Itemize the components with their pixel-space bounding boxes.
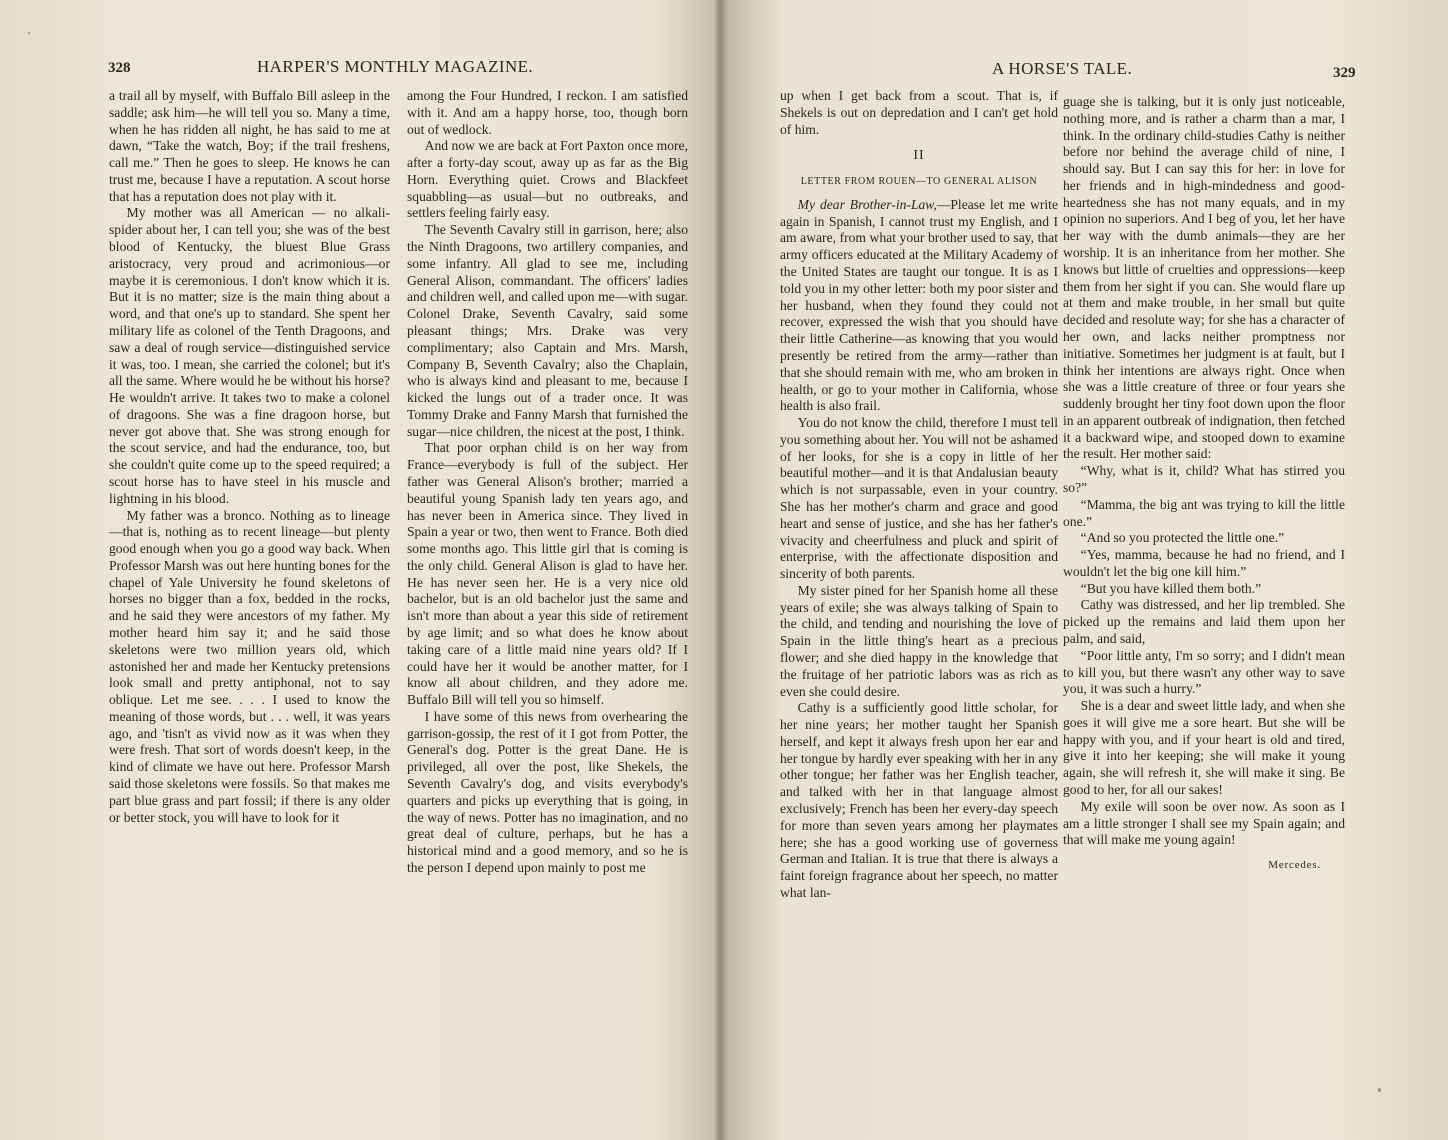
section-number: II	[913, 148, 925, 164]
left-page	[0, 0, 710, 1140]
text-column-2	[1063, 94, 1345, 874]
paragraph	[780, 197, 1058, 415]
paragraph: My exile will soon be over now. As soon as I am a little stronger I shall see my Spain again; and that will make me young again!	[1063, 798, 1345, 848]
paragraph: My father was a bronco. Nothing as to lineage—that is, nothing as to recent lineage—but plenty good enough when you go a good way back. When Professor Marsh was out here hunting bones for the chapel of Yale University he found skeletons of horses no bigger than a fox, bedded in the rocks, and he said they were ancestors of my father. My mother heard him say it; and he said those skeletons were two million years old, which astonished her and made her Kentucky pretensions look small and pretty antiphonal, not to say oblique. Let me see. . . . I used to know the meaning of those words, but . . . well, it was years ago, and 'tisn't as vivid now as it was when they were fresh. That sort of words doesn't keep, in the kind of climate we have out here. Professor Marsh said those skeletons were fossils. So that makes me part blue grass and part fossil; if there is any older or better stock, you will have to look for it	[109, 507, 390, 825]
running-head: A HORSE'S TALE.	[992, 59, 1133, 78]
paper-speck	[1378, 1088, 1381, 1092]
paragraph: Cathy is a sufficiently good little scholar, for her nine years; her mother taught her Spanish herself, and kept it always fresh upon her ear and her tongue by hardly ever speaking with her in any other tongue; her father was her English teacher, and talked with her in that language almost exclusively; French has been her every-day speech for more than seven years among her playmates here; she has a good working use of governess German and Italian. It is true that there is always a faint foreign fragrance about her speech, no matter what lan-	[780, 700, 1058, 900]
paragraph: a trail all by myself, with Buffalo Bill asleep in the saddle; ask him—he will tell you so. Many a time, when he has ridden all night, he has said to me at dawn, “Take the watch, Boy; if the trail freshens, call me.” Then he goes to sleep. He knows he can trust me, because I have a reputation. A scout horse that has a reputation does not play with it.	[109, 88, 390, 204]
paragraph: The Seventh Cavalry still in garrison, here; also the Ninth Dragoons, two artillery companies, and some infantry. All glad to see me, including General Alison, commandant. The officers' ladies and children well, and called upon me—with sugar. Colonel Drake, Seventh Cavalry, said some pleasant things; Mrs. Drake was very complimentary; also Captain and Mrs. Marsh, Company B, Seventh Cavalry; also the Chaplain, who is always kind and pleasant to me, because I kicked the lungs out of a trader once. It was Tommy Drake and Fanny Marsh that furnished the sugar—nice children, the nicest at the post, I think.	[407, 222, 688, 439]
right-page	[736, 0, 1448, 1140]
paragraph: guage she is talking, but it is only just noticeable, nothing more, and is rather a charm than a mar, I think. In the ordinary child-studies Cathy is neither before nor behind the average child of nine, I should say. But I can say this for her: in love for her friends and in high-mindedness and good-heartedness she has not many equals, and in my opinion no superiors. And I beg of you, let her have her way with the dumb animals—they are her worship. It is an inheritance from her mother. She knows but little of cruelties and oppressions—keep them from her sight if you can. She would flare up at them and make trouble, in her small but quite decided and resolute way; for she has a character of her own, and lacks neither promptness nor initiative. Sometimes her judgment is at fault, but I think her intentions are always right. Once when she was a little creature of three or four years she suddenly brought her tiny foot down upon the floor in an apparent outbreak of indignation, then fetched it a backward wipe, and stooped down to examine the result. Her mother said:	[1063, 94, 1345, 462]
paragraph: “And so you protected the little one.”	[1080, 530, 1285, 546]
letter-opening: —Please let me write again in Spanish, I cannot trust my English, and I am aware, from what your brother used to say, that army officers educated at the Military Academy of the United States are taught our tongue. It is as I told you in my other letter: both my poor sister and her husband, when they found they could not recover, expressed the wish that you should have their little Catherine—as knowing that you would presently be retired from the army—rather than that she should remain with me, who am broken in health, or go to your mother in California, whose health is also frail.	[780, 196, 1058, 414]
paragraph: She is a dear and sweet little lady, and when she goes it will give me a sore heart. But she will be happy with you, and if your heart is old and tired, give it into her keeping; she will make it young again, she will refresh it, she will make it sing. Be good to her, for all our sakes!	[1063, 698, 1345, 798]
paragraph: “Why, what is it, child? What has stirred you so?”	[1063, 463, 1345, 495]
paragraph: You do not know the child, therefore I must tell you something about her. You will not be ashamed of her looks, for she is a copy in little of her beautiful mother—and it is that Andalusian beauty which is not surpassable, even in your country. She has her mother's charm and grace and good heart and sense of justice, and she has her father's vivacity and cheerfulness and pluck and spirit of enterprise, with the affectionate disposition and sincerity of both parents.	[780, 415, 1058, 582]
text-column-1	[109, 88, 390, 826]
paragraph: “Mamma, the big ant was trying to kill the little one.”	[1063, 496, 1345, 529]
salutation: My dear Brother-in-Law,	[797, 196, 937, 212]
paragraph: My mother was all American — no alkali-spider about her, I can tell you; she was of the best blood of Kentucky, the bluest Blue Grass aristocracy, very proud and acrimonious—or maybe it is ceremonious. I don't know which it is. But it is no matter; size is the main thing about a word, and that one's up to standard. She spent her military life as colonel of the Tenth Dragoons, and saw a deal of rough service—distinguished service it was, too. I mean, she carried the colonel; but it's all the same. Where would he be without his horse? He wouldn't arrive. It takes two to make a colonel of dragoons. She was a fine dragoon horse, but never got above that. She was strong enough for the scout service, and had the endurance, too, but she couldn't quite come up to the speed required; a scout horse has to have steel in his muscle and lightning in his blood.	[109, 205, 390, 506]
paragraph: among the Four Hundred, I reckon. I am satisfied with it. And am a happy horse, too, though born out of wedlock.	[407, 88, 688, 137]
paragraph: “Poor little anty, I'm so sorry; and I didn't mean to kill you, but there wasn't any other way to save you, it was such a hurry.”	[1063, 647, 1345, 697]
paragraph: up when I get back from a scout. That is, if Shekels is out on depredation and I can't get hold of him.	[780, 88, 1058, 137]
paragraph: And now we are back at Fort Paxton once more, after a forty-day scout, away up as far as the Big Horn. Everything quiet. Crows and Blackfeet squabbling—as usual—but no outbreaks, and settlers feeling fairly easy.	[407, 138, 688, 221]
text-column-1	[780, 88, 1058, 902]
letter-heading: LETTER FROM ROUEN—TO GENERAL ALISON	[800, 176, 1038, 188]
paragraph: “Yes, mamma, because he had no friend, and I wouldn't let the big one kill him.”	[1063, 547, 1345, 579]
running-head: HARPER'S MONTHLY MAGAZINE.	[257, 57, 534, 76]
signature: Mercedes.	[1268, 859, 1321, 872]
page-number: 329	[1333, 65, 1356, 81]
text-column-2	[407, 88, 688, 877]
paper-speck	[28, 32, 30, 34]
page-number: 328	[108, 60, 131, 76]
paragraph: That poor orphan child is on her way from France—everybody is full of the subject. Her father was General Alison's brother; married a beautiful young Spanish lady ten years ago, and has never been in America since. They lived in Spain a year or two, then went to France. Both died some months ago. This little girl that is coming is the only child. General Alison is glad to have her. He has never seen her. He is a very nice old bachelor, but is an old bachelor just the same and isn't more than about a year this side of retirement by age limit; and so what does he know about taking care of a little maid nine years old? If I could have her it would be another matter, for I know all about children, and they adore me. Buffalo Bill will tell you so himself.	[407, 440, 688, 708]
paragraph: My sister pined for her Spanish home all these years of exile; she was always talking of Spain to the child, and tending and nourishing the love of Spain in the little thing's heart as a precious flower; and she died happy in the knowledge that the fruitage of her patriotic labors was as rich as even she could desire.	[780, 582, 1058, 699]
paragraph: I have some of this news from overhearing the garrison-gossip, the rest of it I got from Potter, the General's dog. Potter is the great Dane. He is privileged, all over the post, like Shekels, the Seventh Cavalry's dog, and visits everybody's quarters and picks up everything that is going, in the way of news. Potter has no imagination, and no great deal of culture, perhaps, but he has a historical mind and a good memory, and so he is the person I depend upon mainly to post me	[407, 708, 688, 875]
paragraph: Cathy was distressed, and her lip trembled. She picked up the remains and laid them upon her palm, and said,	[1063, 597, 1345, 646]
paragraph: “But you have killed them both.”	[1080, 580, 1262, 596]
